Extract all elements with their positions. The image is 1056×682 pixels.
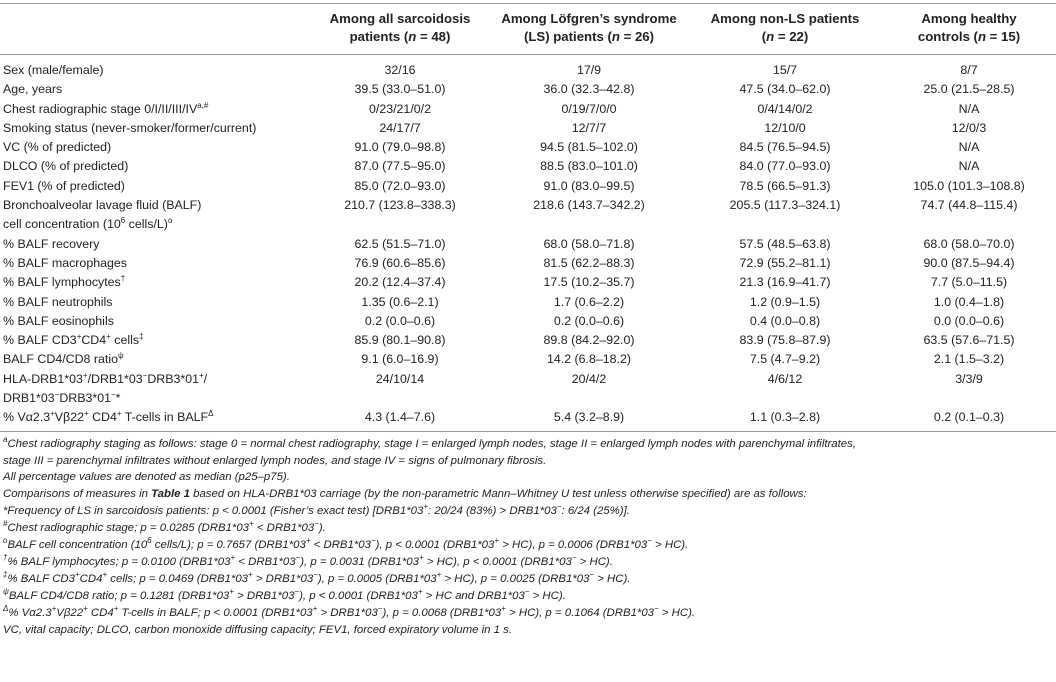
- table-row: [0, 138, 1056, 157]
- data-table: [0, 3, 1056, 432]
- value-cell: 76.9 (60.6–85.6): [354, 255, 446, 270]
- value-cell: 0/23/21/0/2: [368, 101, 431, 116]
- table-row: [0, 331, 1056, 350]
- value-cell: 0.2 (0.1–0.3): [882, 408, 1056, 431]
- value-cell: 68.0 (58.0–70.0): [923, 236, 1015, 251]
- table-row: [0, 196, 1056, 235]
- footnotes: [0, 432, 1056, 639]
- footnote-chest-stage: #Chest radiographic stage; p = 0.0285 (DRB1*03+ < DRB1*03−).: [3, 519, 326, 535]
- table-row: [0, 312, 1056, 331]
- footnote-cd3cd4: ‡% BALF CD3+CD4+ cells; p = 0.0469 (DRB1*03+ > DRB1*03−), p = 0.0005 (DRB1*03+ > HC), p = 0.0025 (DRB1*03− > HC).: [3, 569, 631, 585]
- row-label: Age, years: [3, 82, 63, 97]
- footnote-cell-concentration: $^o$BALF cell concentration ($10^6$ cells/L); p = 0.7657 (DRB1*03+ < DRB1*03−), p < 0.0001 (DRB1*03+ > HC), p = 0.0006 (DRB1*03− > HC).: [3, 536, 689, 552]
- value-cell: 17.5 (10.2–35.7): [543, 275, 635, 290]
- footnote-va23: $^\Delta$% Vα2.3+Vβ22+ CD4+ T-cells in BALF; p < 0.0001 (DRB1*03+ > DRB1*03−), p = 0.0068 (DRB1*03+ > HC), p = 0.1064 (DRB1*03− > HC).: [3, 603, 696, 619]
- table-row: [0, 293, 1056, 312]
- footnote-comparisons: Comparisons of measures in Table 1 based on HLA-DRB1*03 carriage (by the non-parametric Mann–Whitney U test unless otherwise specified) are as follows:: [3, 488, 807, 501]
- value-cell: 21.3 (16.9–41.7): [739, 275, 831, 290]
- table-row: [0, 254, 1056, 273]
- value-cell: 205.5 (117.3–324.1): [729, 198, 841, 213]
- footnote-percent: All percentage values are denoted as median (p25–p75).: [3, 471, 290, 484]
- value-cell: 105.0 (101.3–108.8): [913, 178, 1025, 193]
- value-cell: 84.5 (76.5–94.5): [739, 140, 831, 155]
- value-cell: 32/16: [384, 63, 416, 77]
- value-cell: 0.0 (0.0–0.6): [933, 313, 1005, 328]
- footnote-lymphocytes: †% BALF lymphocytes; p = 0.0100 (DRB1*03+ < DRB1*03−), p = 0.0031 (DRB1*03+ > HC), p < 0.0001 (DRB1*03− > HC).: [3, 552, 613, 568]
- row-label: Chest radiographic stage $0/I/II/III/IV^{a,\#}$: [3, 100, 209, 116]
- value-cell: 1.7 (0.6–2.2): [553, 294, 625, 309]
- table-document: [0, 3, 1056, 682]
- value-cell: 91.0 (83.0–99.5): [543, 178, 635, 193]
- row-label: DLCO (% of predicted): [3, 159, 129, 174]
- table-body: [0, 55, 1056, 432]
- row-label: % BALF CD3+CD4+ cells‡: [3, 332, 144, 348]
- row-label: Bronchoalveolar lavage fluid (BALF) cell concentration ($10^6$ cells/L)$^o$: [3, 198, 202, 232]
- value-cell: 36.0 (32.3–42.8): [543, 82, 635, 97]
- row-label: FEV1 (% of predicted): [3, 178, 125, 193]
- header-cell-healthy-controls: Among healthy controls (n = 15): [882, 4, 1056, 55]
- value-cell: 1.1 (0.3–2.8): [688, 408, 882, 431]
- row-label: BALF CD4/CD8 ratio$^\psi$: [3, 351, 124, 367]
- row-label: % BALF eosinophils: [3, 313, 114, 328]
- value-cell: 68.0 (58.0–71.8): [543, 236, 635, 251]
- value-cell: 7.5 (4.7–9.2): [749, 352, 821, 367]
- value-cell: 12/0/3: [951, 120, 987, 135]
- value-cell: N/A: [958, 159, 980, 174]
- value-cell: 1.0 (0.4–1.8): [933, 294, 1005, 309]
- footnote-staging-2: stage III = parenchymal infiltrates without enlarged lymph nodes, and stage IV = signs of pulmonary fibrosis.: [3, 454, 547, 467]
- table-row: [0, 235, 1056, 254]
- value-cell: 87.0 (77.5–95.0): [354, 159, 446, 174]
- value-cell: 63.5 (57.6–71.5): [923, 333, 1015, 348]
- table-row: [0, 100, 1056, 119]
- value-cell: 17/9: [576, 63, 602, 77]
- value-cell: N/A: [958, 101, 980, 116]
- value-cell: 85.9 (80.1–90.8): [354, 333, 446, 348]
- value-cell: 0.4 (0.0–0.8): [749, 313, 821, 328]
- value-cell: 74.7 (44.8–115.4): [920, 198, 1018, 213]
- value-cell: 24/10/14: [375, 371, 425, 386]
- value-cell: 47.5 (34.0–62.0): [739, 82, 831, 97]
- table-row: [0, 177, 1056, 196]
- value-cell: 2.1 (1.5–3.2): [933, 352, 1005, 367]
- header-cell-label: [0, 4, 310, 55]
- value-cell: 90.0 (87.5–94.4): [923, 255, 1015, 270]
- table-row: [0, 370, 1056, 409]
- row-label: Sex (male/female): [3, 63, 104, 77]
- value-cell: 8/7: [960, 63, 978, 77]
- table-row: [0, 55, 1056, 81]
- row-label: Smoking status (never-smoker/former/current): [3, 120, 257, 135]
- row-label: % BALF neutrophils: [3, 294, 113, 309]
- value-cell: 1.2 (0.9–1.5): [749, 294, 821, 309]
- value-cell: 14.2 (6.8–18.2): [546, 352, 632, 367]
- value-cell: 62.5 (51.5–71.0): [354, 236, 446, 251]
- value-cell: 94.5 (81.5–102.0): [540, 140, 638, 155]
- value-cell: 7.7 (5.0–11.5): [930, 275, 1008, 290]
- value-cell: 9.1 (6.0–16.9): [361, 352, 439, 367]
- value-cell: 20.2 (12.4–37.4): [354, 275, 446, 290]
- row-label: HLA-DRB1*03+/DRB1*03−DRB3*01+/ DRB1*03−DRB3*01−*: [3, 370, 208, 406]
- value-cell: 4/6/12: [767, 371, 803, 386]
- value-cell: 85.0 (72.0–93.0): [354, 178, 446, 193]
- table-row: [0, 350, 1056, 369]
- value-cell: 210.7 (123.8–338.3): [344, 198, 456, 213]
- value-cell: 24/17/7: [379, 120, 421, 135]
- header-cell-all-sarcoidosis: Among all sarcoidosis patients (n = 48): [310, 4, 490, 55]
- value-cell: 0/19/7/0/0: [561, 101, 617, 116]
- header-row: [0, 4, 1056, 55]
- value-cell: 81.5 (62.2–88.3): [543, 255, 635, 270]
- table-row: [0, 408, 1056, 431]
- value-cell: 12/10/0: [764, 120, 806, 135]
- value-cell: 5.4 (3.2–8.9): [490, 408, 688, 431]
- table-row: [0, 273, 1056, 292]
- value-cell: 39.5 (33.0–51.0): [354, 82, 446, 97]
- row-label: % BALF lymphocytes†: [3, 274, 126, 290]
- footnote-cd4cd8: $^\psi$BALF CD4/CD8 ratio; p = 0.1281 (DRB1*03+ > DRB1*03−), p < 0.0001 (DRB1*03+ > HC and DRB1*03− > HC).: [3, 586, 566, 602]
- footnote-frequency: *Frequency of LS in sarcoidosis patients: p < 0.0001 (Fisher’s exact test) [DRB1*03+: 20/24 (83%) > DRB1*03−: 6/24 (25%)].: [3, 502, 630, 518]
- value-cell: 15/7: [772, 63, 798, 77]
- row-label: % Vα2.3+Vβ22+ CD4+ T-cells in $BALF^\Delta$: [0, 408, 310, 431]
- row-label: % BALF recovery: [3, 236, 100, 251]
- value-cell: 0/4/14/0/2: [757, 101, 813, 116]
- value-cell: 218.6 (143.7–342.2): [533, 198, 645, 213]
- value-cell: 4.3 (1.4–7.6): [310, 408, 490, 431]
- value-cell: 88.5 (83.0–101.0): [540, 159, 638, 174]
- value-cell: 84.0 (77.0–93.0): [739, 159, 831, 174]
- row-label: % BALF macrophages: [3, 255, 127, 270]
- value-cell: 83.9 (75.8–87.9): [739, 333, 831, 348]
- header-cell-lofgren: Among Löfgren’s syndrome (LS) patients (n = 26): [490, 4, 688, 55]
- value-cell: 72.9 (55.2–81.1): [739, 255, 831, 270]
- header-cell-non-ls: Among non-LS patients (n = 22): [688, 4, 882, 55]
- value-cell: 3/3/9: [955, 371, 983, 386]
- table-row: [0, 80, 1056, 99]
- row-label: VC (% of predicted): [3, 140, 112, 155]
- table-row: [0, 119, 1056, 138]
- value-cell: 57.5 (48.5–63.8): [739, 236, 831, 251]
- value-cell: 12/7/7: [571, 120, 607, 135]
- value-cell: 91.0 (79.0–98.8): [354, 140, 446, 155]
- table-row: [0, 157, 1056, 176]
- value-cell: 20/4/2: [571, 371, 607, 386]
- value-cell: 0.2 (0.0–0.6): [553, 313, 625, 328]
- value-cell: 1.35 (0.6–2.1): [361, 294, 439, 309]
- value-cell: 89.8 (84.2–92.0): [543, 333, 635, 348]
- value-cell: 25.0 (21.5–28.5): [923, 82, 1015, 97]
- value-cell: N/A: [958, 140, 980, 155]
- footnote-staging-1: $^a$Chest radiography staging as follows: stage 0 = normal chest radiography, stage I = enlarged lymph nodes, stage II = enlarged lymph nodes with parenchymal infiltrates,: [3, 434, 857, 450]
- value-cell: 78.5 (66.5–91.3): [739, 178, 831, 193]
- footnote-abbreviations: VC, vital capacity; DLCO, carbon monoxide diffusing capacity; FEV1, forced expiratory volume in 1 s.: [3, 623, 513, 636]
- value-cell: 0.2 (0.0–0.6): [364, 313, 436, 328]
